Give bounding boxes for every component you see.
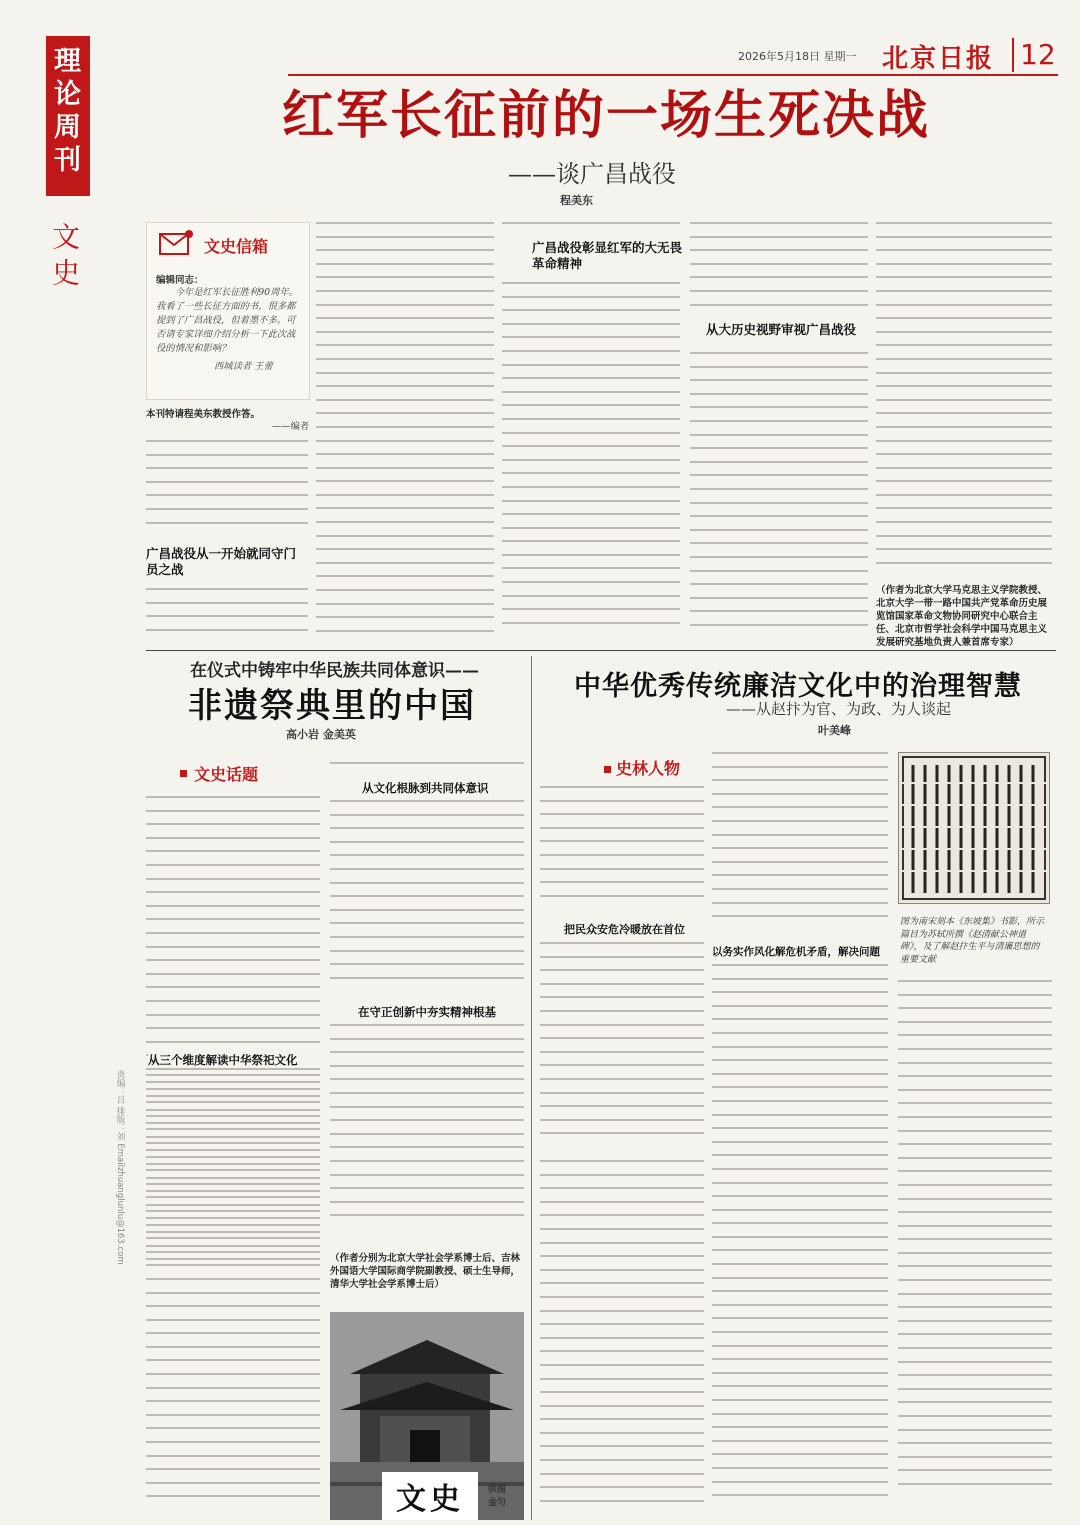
article2-heading3: 在守正创新中夯实精神根基 [358,1005,496,1019]
article2-col2 [330,800,524,996]
photo-stamp: 文史 [382,1472,478,1520]
photo-credit: 供图 金匀 [488,1485,507,1508]
history-box-marker [604,766,611,773]
mailbox-letter-sign: 西城读者 王蕾 [214,361,273,372]
masthead-rule [288,74,1058,76]
article2-title: 非遗祭典里的中国 [188,686,476,726]
article2-heading1: 从三个维度解读中华祭祀文化 [148,1052,320,1068]
article1-col1-top [146,440,308,540]
mailbox-icon [158,228,194,258]
article2-col2-bottom [330,1024,524,1236]
article1-heading2: 广昌战役彰显红军的大无畏革命精神 [532,240,683,271]
mailbox-letter-heading: 编辑同志： [156,275,204,286]
rare-book-image [898,752,1050,904]
history-box-title: 史林人物 [616,759,681,778]
editor-note: 本刊特请程美东教授作答。 [146,409,261,420]
article3-heading2: 以务实作风化解危机矛盾，解决问题 [712,946,880,958]
masthead-divider [1012,38,1014,72]
mailbox-title: 文史信箱 [204,237,269,256]
article2-kicker: 在仪式中铸牢中华民族共同体意识—— [190,661,479,681]
article3-col1-mid [540,942,704,1154]
article3-col1 [540,786,704,906]
article1-title: 红军长征前的一场生死决战 [282,85,931,146]
section-name: 文史 [48,222,81,294]
article1-subtitle: ——谈广昌战役 [508,160,676,188]
column-divider [531,656,532,1520]
article3-col3 [898,980,1052,1520]
article3-col2-top [712,752,888,940]
page-number: 12 [1020,38,1056,71]
article1-author: 程美东 [560,194,593,207]
article1-col5 [876,222,1052,582]
article3-subtitle: ——从赵抃为官、为政、为人谈起 [726,700,952,718]
topic-box-title: 文史话题 [194,765,259,784]
article3-col2 [712,964,888,1520]
mailbox-letter-body: 今年是红军长征胜利90周年。我看了一些长征方面的书，很多都提到了广昌战役，但着墨不多。可否请专家详细介绍分析一下此次战役的情况和影响？ [156,287,298,354]
article1-heading3: 从大历史视野审视广昌战役 [706,322,857,337]
page-date: 2026年5月18日 星期一 [738,50,857,63]
article1-col4 [690,352,868,644]
article1-col3 [502,282,680,644]
article1-heading1: 广昌战役从一开始就同守门员之战 [146,546,297,577]
article3-title: 中华优秀传统廉洁文化中的治理智慧 [574,671,1022,702]
newspaper-logo: 北京日报 [882,44,995,74]
article1-col4-top [690,222,868,314]
article3-author: 叶美峰 [818,724,851,737]
margin-notes: 责编：吕 排版：刘 Emailzhuanglunlu@163.com [115,1070,125,1265]
article2-heading2: 从文化根脉到共同体意识 [362,781,489,795]
article1-col2 [316,222,494,644]
article1-author-note: （作者为北京大学马克思主义学院教授、北京大学一带一路中国共产党革命历史展览馆国家革命文物协同研究中心联合主任、北京市哲学社会科学中国马克思主义发展研究基地负责人兼首席专家） [876,585,1048,648]
article2-col2-top [330,762,524,776]
article1-col1-bottom [146,588,308,644]
column-name: 理论周刊 [49,46,80,178]
section-divider [146,650,1056,651]
rare-book-caption: 图为南宋刻本《东坡集》书影，所示篇目为苏轼所撰《赵清献公神道碑》，及了解赵抃生平与清廉思想的重要文献 [900,917,1045,965]
article2-col1-bottom [146,1074,320,1520]
article2-author-note: （作者分别为北京大学社会学系博士后、吉林外国语大学国际商学院副教授、硕士生导师，清华大学社会学系博士后） [330,1253,521,1290]
article1-col3-top [502,222,680,236]
editor-sign: ——编者 [272,421,310,432]
article3-heading1: 把民众安危冷暖放在首位 [564,923,685,936]
article2-author: 高小岩 金美英 [286,728,356,741]
topic-box-marker [180,770,187,777]
article3-col1-bottom [540,1160,704,1520]
